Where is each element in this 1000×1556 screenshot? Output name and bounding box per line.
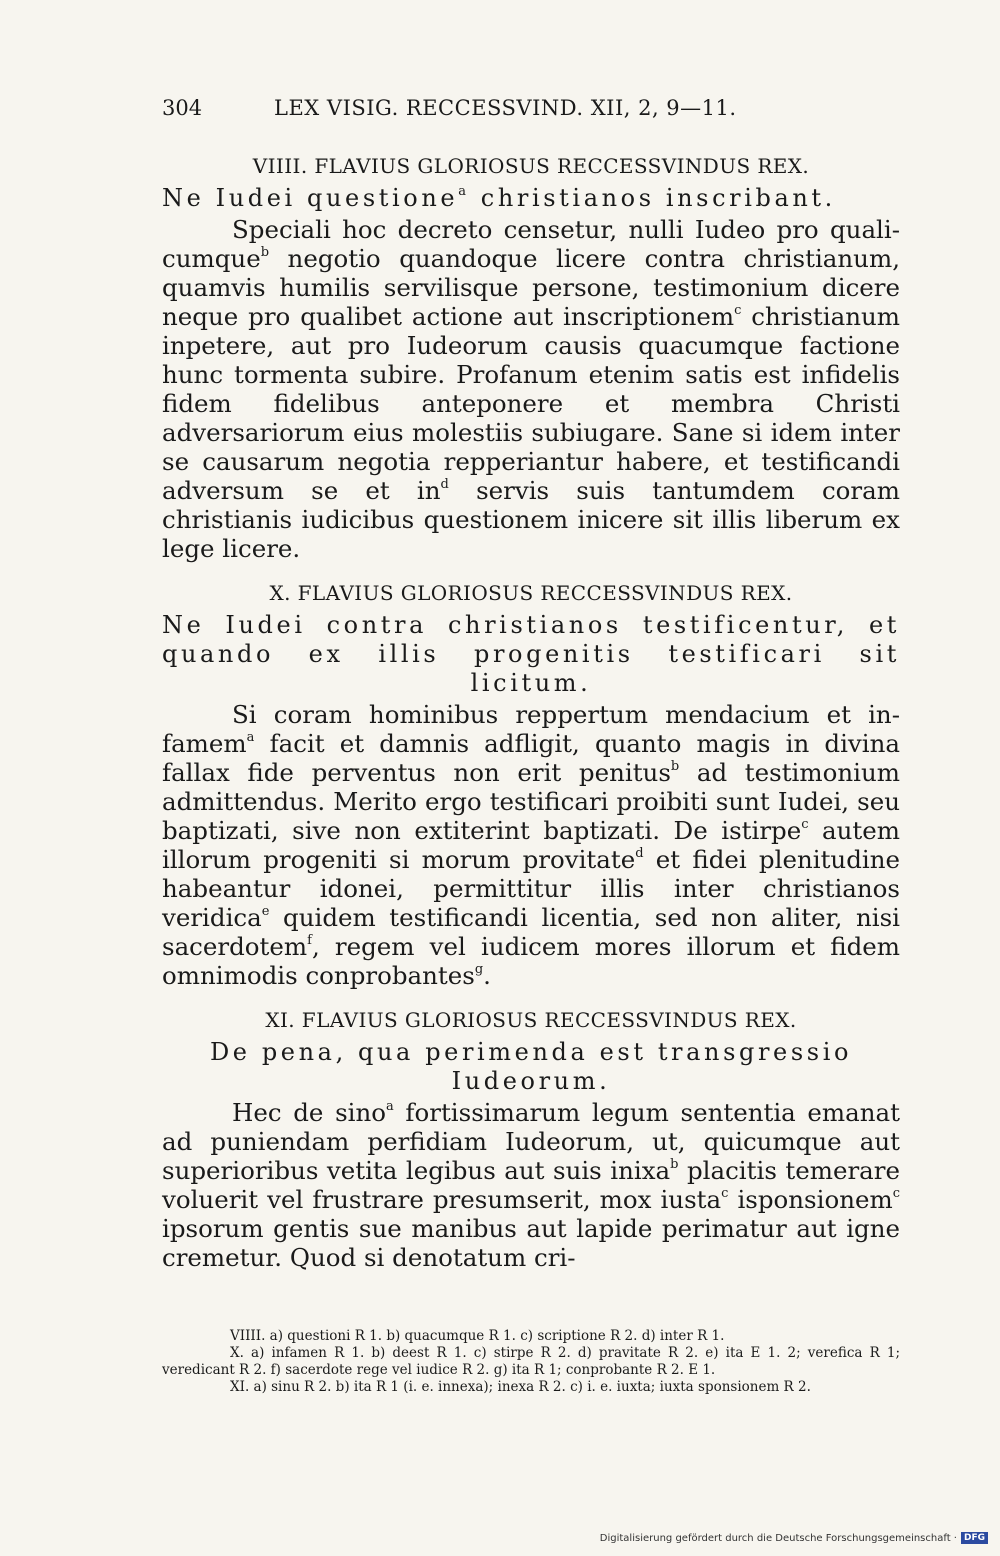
- section-rubric: Ne Iudei questione$^a$ christianos inscribant.: [162, 184, 836, 212]
- body-text: ipsorum gentis sue manibus aut lapide perimatur aut igne cremetur. Quod si denotatum cri-: [162, 1214, 900, 1272]
- footnote-marker: f: [307, 933, 312, 948]
- body-text: Hec de sino: [232, 1098, 387, 1127]
- body-text: , regem vel iudicem mores illorum et fidem omnimodis conprobantes: [162, 932, 900, 990]
- body-text: facit et damnis adfligit, quanto magis in divina fallax fide perventus non erit penitus: [162, 729, 900, 787]
- footnote-marker: c: [721, 1186, 729, 1201]
- footnote-viiii: VIIII. a) questioni R 1. b) quacumque R 1. c) scriptione R 2. d) inter R 1.: [230, 1328, 725, 1344]
- body-text: quidem testificandi licentia, sed non aliter, nisi sacerdotem: [162, 903, 900, 961]
- footnote-marker: b: [670, 759, 680, 774]
- footnote-marker: g: [474, 962, 484, 977]
- section-title: X. FLAVIUS GLORIOSUS RECCESSVINDUS REX.: [269, 581, 793, 605]
- footer-text: Digitalisierung gefördert durch die Deutsche Forschungsgemeinschaft ·: [599, 1532, 957, 1544]
- body-text: ad testimonium admittendus. Merito ergo testificari proibiti sunt Iudei, seu baptizati, sive non extiterint baptizati. De istirpe: [162, 758, 900, 845]
- section-rubric: De pena, qua perimenda est transgressio Iudeorum.: [209, 1038, 853, 1095]
- footnotes: [162, 1328, 900, 1396]
- section-body: [162, 700, 900, 990]
- body-text: et fidei plenitudine habeantur idonei, permittitur illis inter christianos veridica: [162, 845, 900, 932]
- footnote-marker: b: [670, 1157, 679, 1172]
- footnote-marker: c: [892, 1186, 901, 1201]
- footnote-marker: d: [440, 477, 449, 492]
- footnote-marker: c: [734, 303, 742, 318]
- body-text: placitis temerare voluerit vel frustrare presumserit, mox iusta: [162, 1156, 900, 1214]
- page-content: [162, 96, 900, 1272]
- digitization-footer: [600, 1532, 988, 1544]
- section-x: [162, 581, 900, 990]
- body-text: autem illorum progeniti si morum provitate: [162, 816, 901, 874]
- body-text: negotio quandoque licere contra christianum, quamvis humilis servilisque persone, testimonium dicere neque pro qualibet actione aut inscriptionem: [162, 244, 900, 331]
- body-text: servis suis tantumdem coram christianis iudicibus questionem inicere sit illis liberum ex lege licere.: [162, 476, 900, 563]
- footnote-marker: a: [246, 730, 255, 745]
- body-text: christianum inpetere, aut pro Iudeorum causis quacumque factione hunc tormenta subire. Profanum etenim satis est infidelis fidem fidelibus anteponere et membra Christi adversariorum eius molestiis subiugare. Sane si idem inter se causarum negotia repperiantur habere, et testificandi adversum se et in: [162, 302, 900, 505]
- footnote-xi: XI. a) sinu R 2. b) ita R 1 (i. e. innexa); inexa R 2. c) i. e. iuxta; iuxta sponsionem R 2.: [230, 1379, 811, 1395]
- section-title: VIIII. FLAVIUS GLORIOSUS RECCESSVINDUS REX.: [252, 154, 810, 178]
- dfg-logo: DFG: [961, 1532, 988, 1544]
- running-header: [162, 96, 900, 134]
- page-number: 304: [162, 96, 203, 120]
- section-rubric: Ne Iudei contra christianos testificentur, et quando ex illis progenitis testificari sit licitum.: [162, 611, 900, 697]
- body-text: .: [483, 961, 491, 990]
- section-viiii: [162, 154, 900, 563]
- section-title: XI. FLAVIUS GLORIOSUS RECCESSVINDUS REX.: [265, 1008, 797, 1032]
- section-body: [162, 1098, 900, 1272]
- footnote-marker: a: [386, 1099, 394, 1114]
- body-text: fortissimarum legum sententia emanat ad puniendam perfidiam Iudeorum, ut, quicumque aut superioribus vetita legibus aut suis inixa: [162, 1098, 900, 1185]
- footnote-x: X. a) infamen R 1. b) deest R 1. c) stirpe R 2. d) pravitate R 2. e) ita E 1. 2; verefica R 1; veredicant R 2. f) sacerdote rege vel iudice R 2. g) ita R 1; conprobante R 2. E 1.: [162, 1345, 900, 1378]
- running-title: LEX VISIG. RECCESSVIND. XII, 2, 9—11.: [274, 96, 737, 120]
- body-text: isponsionem: [728, 1185, 893, 1214]
- footnote-marker: b: [260, 245, 270, 260]
- body-text: Speciali hoc decreto censetur, nulli Iudeo pro qualicumque: [162, 215, 900, 273]
- section-body: [162, 215, 900, 563]
- section-xi: [162, 1008, 900, 1272]
- body-text: Si coram hominibus reppertum mendacium et infamem: [162, 700, 900, 758]
- footnote-marker: c: [801, 817, 809, 832]
- footnote-marker: d: [635, 846, 644, 861]
- footnote-marker: e: [261, 904, 270, 919]
